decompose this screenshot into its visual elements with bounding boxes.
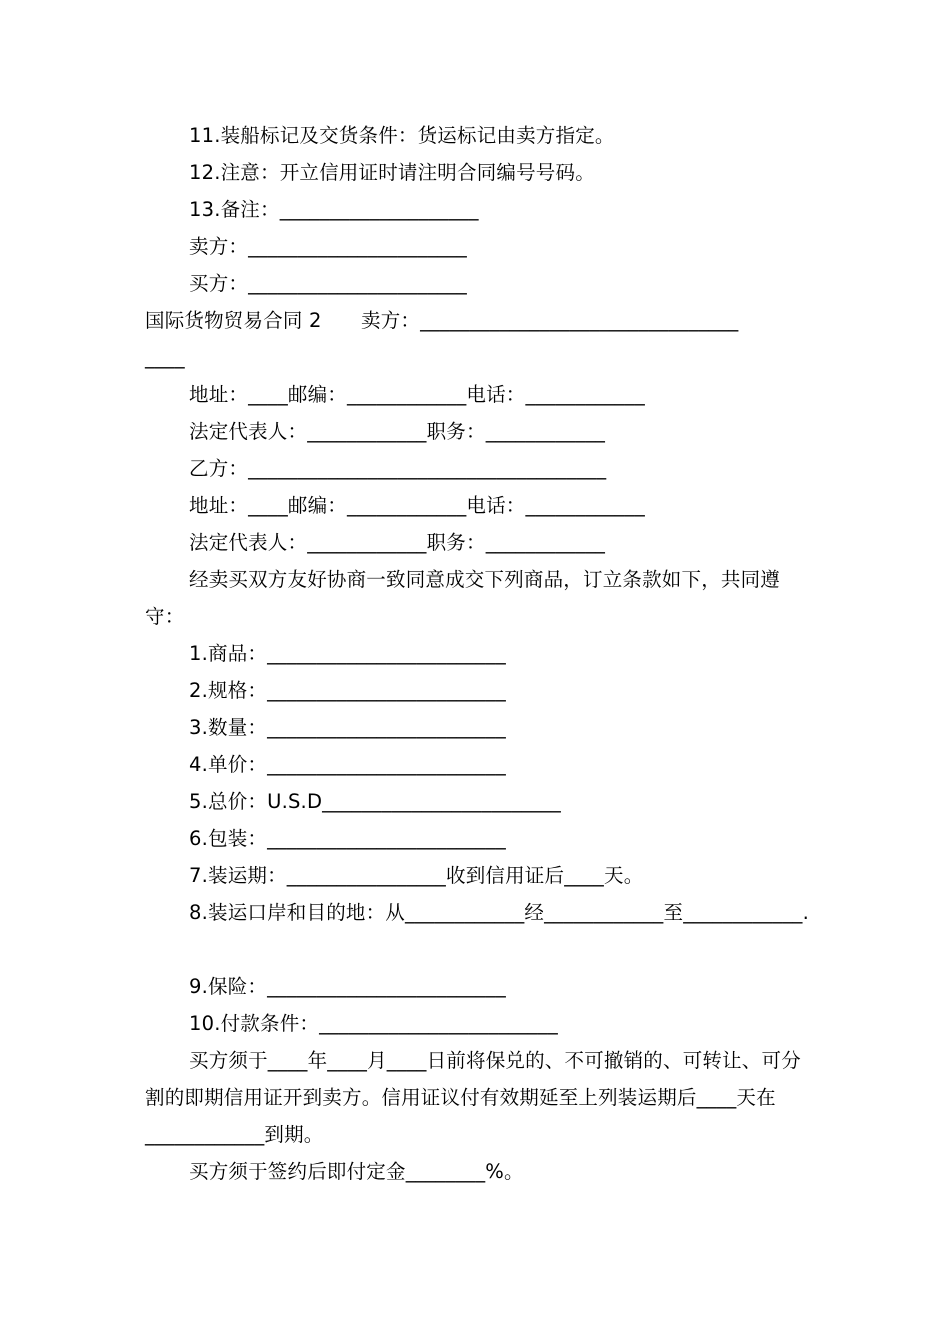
item-3-quantity: 3.数量：________________________ bbox=[189, 716, 506, 739]
item-6-packing: 6.包装：________________________ bbox=[189, 827, 506, 850]
item-7-shipment-period: 7.装运期：________________收到信用证后____天。 bbox=[189, 864, 644, 887]
deposit-line: 买方须于签约后即付定金________%。 bbox=[189, 1160, 524, 1183]
seller-representative-line: 法定代表人：____________职务：____________ bbox=[189, 420, 606, 443]
agreement-paragraph: 经卖买双方友好协商一致同意成交下列商品，订立条款如下，共同遵守： bbox=[145, 568, 781, 628]
party-b-representative-line: 法定代表人：____________职务：____________ bbox=[189, 531, 606, 554]
item-8-ports: 8.装运口岸和目的地：从____________经____________至____________. bbox=[189, 901, 810, 924]
party-b-line: 乙方：____________________________________ bbox=[189, 457, 607, 480]
seller-signature-line: 卖方：______________________ bbox=[189, 235, 467, 258]
item-9-insurance: 9.保险：________________________ bbox=[189, 975, 506, 998]
item-5-total-price: 5.总价：U.S.D________________________ bbox=[189, 790, 561, 813]
clause-12-note: 12.注意：开立信用证时请注明合同编号号码。 bbox=[189, 161, 595, 184]
item-1-commodity: 1.商品：________________________ bbox=[189, 642, 506, 665]
letter-of-credit-paragraph: 买方须于____年____月____日前将保兑的、不可撤销的、可转让、可分割的即期信用证开到卖方。信用证议付有效期延至上列装运期后____天在____________到期。 bbox=[145, 1049, 801, 1146]
party-b-address-line: 地址：____邮编：____________电话：____________ bbox=[189, 494, 645, 517]
item-4-unit-price: 4.单价：________________________ bbox=[189, 753, 506, 776]
item-2-specification: 2.规格：________________________ bbox=[189, 679, 506, 702]
clause-13-remarks: 13.备注：____________________ bbox=[189, 198, 479, 221]
buyer-signature-line: 买方：______________________ bbox=[189, 272, 467, 295]
seller-line-continuation: ____ bbox=[145, 346, 185, 369]
clause-11-shipping-marks: 11.装船标记及交货条件：货运标记由卖方指定。 bbox=[189, 124, 615, 147]
contract-2-title-seller: 国际货物贸易合同 2 卖方：________________________________ bbox=[145, 309, 739, 332]
item-10-payment-terms: 10.付款条件：________________________ bbox=[189, 1012, 558, 1035]
seller-address-line: 地址：____邮编：____________电话：____________ bbox=[189, 383, 645, 406]
